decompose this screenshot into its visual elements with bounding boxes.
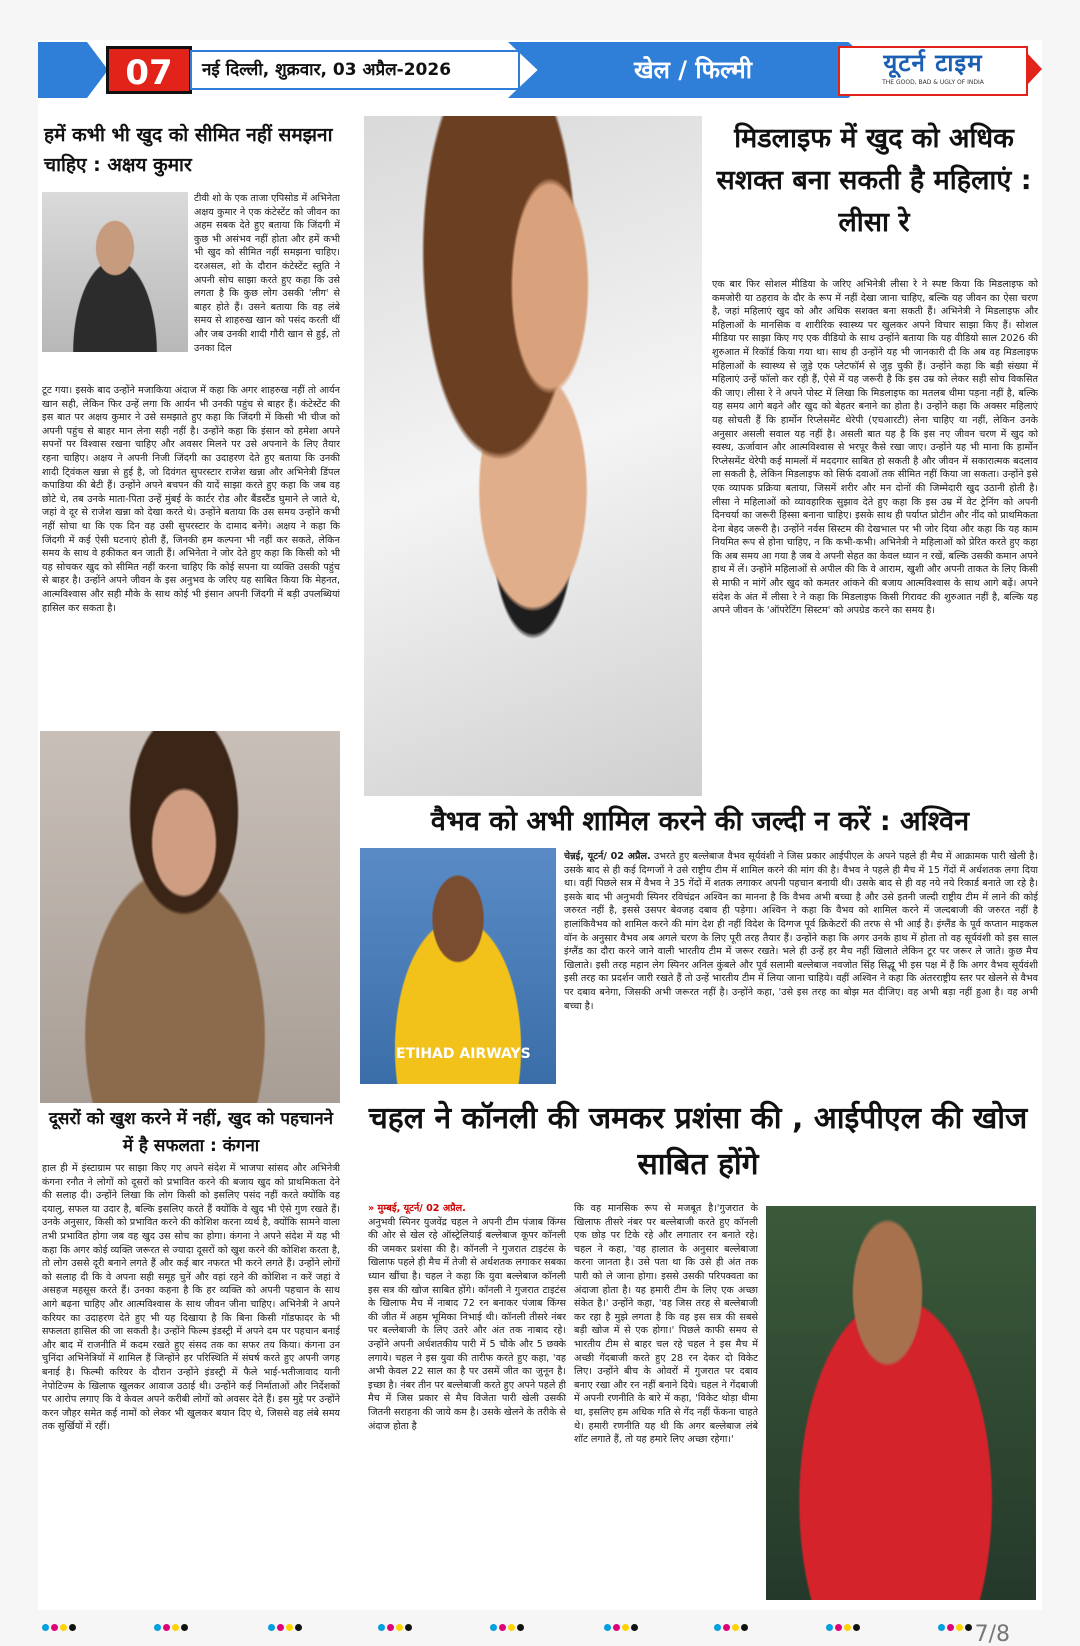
ashwin-photo [360,848,556,1084]
ashwin-headline: वैभव को अभी शामिल करने की जल्दी न करें : अश्विन [430,806,970,837]
registration-dots-8 [826,1624,862,1634]
chahal-dateline: » मुम्बई, यूटर्न/ 02 अप्रैल. [368,1203,466,1214]
dateline: नई दिल्ली, शुक्रवार, 03 अप्रैल-2026 [190,50,520,90]
registration-dots-4 [378,1624,414,1634]
chahal-headline: चहल ने कॉनली की जमकर प्रशंसा की , आईपीएल की खोज साबित होंगे [368,1101,1028,1182]
chahal-photo [766,1206,1036,1600]
akshay-body-side: टीवी शो के एक ताजा एपिसोड में अभिनेता अक्षय कुमार ने एक कंटेस्टेंट को जीवन का अहम सबक देते हुए बताया कि जिंदगी में कुछ भी असंभव नहीं होता और हमें कभी भी खुद को सीमित नहीं समझना चाहिए। दरअसल, शो के दौरान कंटेस्टेंट स्तुति ने अपनी सोच साझा करते हुए कहा कि उसे लगता है कि कुछ लोग उसकी 'लीग' से बाहर होते हैं। उसने बताया कि वह लंबे समय से शाहरुख खान को पसंद करती थीं और जब उनकी शादी गौरी खान से हुई, तो उनका दिल [194,193,340,354]
masthead-logo [838,46,1028,96]
section-title: खेल / फिल्मी [634,56,752,84]
registration-dots-7 [714,1624,750,1634]
akshay-photo [42,192,188,352]
header-band-left [38,42,108,98]
page-number: 07 [106,46,192,94]
page-indicator: 7/8 [974,1622,1010,1646]
akshay-headline: हमें कभी भी खुद को सीमित नहीं समझना चाहिए : अक्षय कुमार [44,124,333,176]
kangana-headline: दूसरों को खुश करने में नहीं, खुद को पहचानने में है सफलता : कंगना [48,1109,334,1156]
chahal-col1 [368,1202,566,1608]
lisa-headline: मिडलाइफ में खुद को अधिक सशक्त बना सकती है महिलाएं : लीसा रे [716,123,1032,238]
registration-dots-9 [938,1624,974,1634]
logo-tagline: THE GOOD, BAD & UGLY OF INDIA [882,79,984,86]
kangana-body: हाल ही में इंस्टाग्राम पर साझा किए गए अपने संदेश में भाजपा सांसद और अभिनेत्री कंगना रनौत ने लोगों को दूसरों को प्रभावित करने की बजाय खुद को प्राथमिकता देने की सलाह दी। उन्होंने लिखा कि लोग किसी को इसलिए पसंद नहीं करते क्योंकि वह दयालु, सफल या उदार है, बल्कि इसलिए करते हैं क्योंकि वे खुद भी ऐसे गुण रखते हैं। उनके अनुसार, किसी को प्रभावित करने की कोशिश करना व्यर्थ है, क्योंकि सामने वाला तभी प्रभावित होगा जब वह खुद उस सोच का होगा। कंगना ने अपने संदेश में यह भी कहा कि अगर कोई व्यक्ति जरूरत से ज्यादा दूसरों को खुश करने की कोशिश करता है, तो लोग उससे दूरी बनाने लगते हैं और कई बार नफरत भी करने लगते हैं। उन्होंने लोगों को सलाह दी कि वे अपना सही समूह चुनें और वहां रहने की कोशिश न करें जहां वे असहज महसूस करते हैं। उनका कहना है कि हर व्यक्ति को अपनी पहचान के साथ आगे बढ़ना चाहिए और आत्मविश्वास के साथ जीवन जीना चाहिए। अभिनेत्री ने अपने करियर का उदाहरण देते हुए भी यह दिखाया है कि बिना किसी गॉडफादर के भी सफलता हासिल की जा सकती है। उन्होंने फिल्म इंडस्ट्री में अपने दम पर पहचान बनाई और बाद में राजनीति में कदम रखते हुए संसद तक का सफर तय किया। कंगना उन चुनिंदा अभिनेत्रियों में शामिल हैं जिन्होंने हर परिस्थिति में संघर्ष करते हुए अपनी जगह बनाई है। फिल्मी करियर के दौरान उन्होंने इंडस्ट्री में फैले भाई-भतीजावाद यानी नेपोटिज्म के खिलाफ खुलकर आवाज उठाई थी। उन्होंने कई निर्माताओं और निर्देशकों पर आरोप लगाए कि वे केवल अपने करीबी लोगों को अवसर देते हैं। इस मुद्दे पर उन्होंने करन जौहर समेत कई नामों को लेकर भी खुलकर बयान दिए थे, जिससे वह लंबे समय तक सुर्खियों में रहीं। [42,1163,340,1433]
logo-text: यूटर्न टाइम [883,49,983,77]
ashwin-dateline: चेन्नई, यूटर्न/ 02 अप्रैल. [564,851,651,862]
registration-dots-6 [604,1624,640,1634]
ashwin-body [564,850,1038,1086]
page-header [38,40,1042,104]
ashwin-body-text: उभरते हुए बल्लेबाज वैभव सूर्यवंशी ने जिस प्रकार आईपीएल के अपने पहले ही मैच में आक्रामक पारी खेली है। उसके बाद से ही कई दिग्गजों ने उसे राष्ट्रीय टीम में शामिल करने की मांग की है। वैभव ने पहले ही मैच में 15 गेंदों में अर्धशतक लगा दिया था। वहीं पिछले सत्र में वैभव ने 35 गेंदों में शतक लगाकर अपनी पहचान बनायी थी। उसके बाद से ही वह नये नये रिकार्ड बनाते जा रहे है। इसके बाद भी अनुभवी स्पिनर रविचंद्रन अश्विन का मानना है कि वैभव अभी बच्चा है और उसे इतनी जल्दी राष्ट्रीय टीम में लाने की कोई जरुरत नहीं है, इससे उसपर बेवजह दबाव ही पड़ेगा। अश्विन ने कहा कि वैभव को शामिल करने में जल्दबाजी की जरुरत नहीं है हालांकिवैभव को शामिल करने की मांग देश ही नहीं विदेश के दिग्गज पूर्व क्रिकेटरों की तरफ से भी आई है। इंग्लैंड के पूर्व कप्तान माइकल वॉन के अनुसार वैभव अब अगले चरण के लिए पूरी तरह तैयार हैं। उन्होंने कहा कि अगर उनके हाथ में होता तो वह सूर्यवंशी को इस साल इंग्लैंड का दौरा करने जाने वाली भारतीय टीम में जरूर रखते। भले ही उन्हें हर मैच नहीं खिलाते लेकिन टूर पर जरूर ले जाते। कुछ मैच खिलाते। इसी तरह महान लेग स्पिनर अनिल कुंबले और पूर्व सलामी बल्लेबाज नवजोत सिंह सिद्धू भी इस पक्ष में हैं कि अगर वैभव सूर्यवंशी इसी तरह का प्रदर्शन जारी रखते हैं तो उन्हें भारतीय टीम में लिया जाना चाहिये। वहीं अश्विन ने कहा कि अंतरराष्ट्रीय स्तर पर खेलने से वैभव पर दबाव बनेगा, जिसकी अभी जरूरत नहीं है। उन्होंने कहा, 'उसे इस तरह का बोझ मत दीजिए। वह अभी बड़ा नहीं हुआ है। वह अभी बच्चा है। [564,851,1038,1012]
chahal-col2: कि वह मानसिक रूप से मजबूत है।'गुजरात के खिलाफ तीसरे नंबर पर बल्लेबाजी करते हुए कॉनली एक छोड़ पर टिके रहे और लगातार रन बनाते रहे। चहल ने कहा, 'वह हालात के अनुसार बल्लेबाजा करना जानता है। उसे पता था कि उसे ही अंत तक पारी को ले जाना होगा। इससे उसकी परिपक्वता का अंदाजा होता है। यह हमारी टीम के लिए एक अच्छा संकेत है।' उन्होंने कहा, 'वह जिस तरह से बल्लेबाजी कर रहा है मुझे लगता है कि वह इस सत्र की सबसे बड़ी खोज में से एक होगा।' पिछले काफी समय से भारतीय टीम से बाहर चल रहे चहल ने इस मैच में अच्छी गेंदबाजी करते हुए 28 रन देकर दो विकेट लिए। उन्होंने बीच के ओवरों में गुजरात पर दबाव बनाए रखा और रन नहीं बनाने दिये। चहल ने गेंदबाजी में अपनी रणनीति के बारे में कहा, 'विकेट थोड़ा धीमा था, इसलिए हम अधिक गति से गेंद नहीं फेंकना चाहते थे। हमारी रणनीति यह थी कि अगर बल्लेबाज लंबे शॉट लगाते हैं, तो यह हमारे लिए अच्छा रहेगा।' [574,1203,758,1446]
header-arrow [1028,54,1042,84]
registration-dots-3 [268,1624,304,1634]
registration-dots-2 [154,1624,190,1634]
chahal-col1-text: अनुभवी स्पिनर युजवेंद्र चहल ने अपनी टीम पंजाब किंग्स की ओर से खेल रहे ऑस्ट्रेलियाई बल्लेबाज कूपर कॉनली की जमकर प्रशंसा की है। कॉनली ने गुजरात टाइटंस के खिलाफ पहले ही मैच में तेजी से अर्धशतक लगाकर सबका ध्यान खींचा है। चहल ने कहा कि युवा बल्लेबाज कॉनली इस सत्र की खोज साबित होंगे। कॉनली ने गुजरात टाइटंस के खिलाफ मैच में नाबाद 72 रन बनाकर पंजाब किंग्स की जीत में अहम भूमिका निभाई थी। कॉनली तीसरे नंबर पर बल्लेबाजी के लिए उतरे और अंत तक नाबाद रहे। उन्होंने अपनी अर्धशतकीय पारी में 5 चौके और 5 छक्के लगाये। चहल ने इस युवा की तारीफ करते हुए कहा, 'वह अभी केवल 22 साल का है पर उसमें जीत का जुनून है। इच्छा है। नंबर तीन पर बल्लेबाजी करते हुए अपने पहले ही मैच में जिस प्रकार से मैच विजेता पारी खेली उसकी जितनी सराहना की जाये कम है। उसके खेलने के तरीके से अंदाज होता है [368,1216,566,1432]
lisa-body: एक बार फिर सोशल मीडिया के जरिए अभिनेत्री लीसा रे ने स्पष्ट किया कि मिडलाइफ को कमजोरी या ठहराव के दौर के रूप में नहीं देखा जाना चाहिए, बल्कि यह जीवन का ऐसा चरण है, जहां महिलाएं खुद को और अधिक सशक्त बना सकती हैं। अभिनेत्री ने मिडलाइफ और महिलाओं के मानसिक व शारीरिक स्वास्थ्य पर खुलकर अपने विचार साझा किए हैं। सोशल मीडिया पर साझा किए गए एक वीडियो के साथ उन्होंने बताया कि यह वीडियो साल 2026 की शुरुआत में रिकॉर्ड किया गया था। साथ ही उन्होंने यह भी जानकारी दी कि अब वह मिडलाइफ महिलाओं के स्वास्थ्य से जुड़े एक प्लेटफॉर्म से जुड़ चुकी हैं। उन्होंने कहा कि बड़ी संख्या में महिलाएं उन्हें फॉलो कर रही हैं, ऐसे में यह जरूरी है कि इस उम्र को लेकर सही सोच विकसित की जाए। लीसा रे ने अपने पोस्ट में लिखा कि मिडलाइफ का मतलब धीमा पड़ना नहीं है, बल्कि यह समय आगे बढ़ने और खुद को बेहतर बनाने का होता है। उन्होंने कहा कि अक्सर महिलाएं यह सोचती हैं कि हार्मोन रिप्लेसमेंट थेरेपी (एचआरटी) लेना चाहिए या नहीं, लेकिन उनके अनुसार असली सवाल यह नहीं है। असली बात यह है कि इस नए जीवन चरण में खुद को स्वस्थ, ऊर्जावान और आत्मविश्वास से भरपूर कैसे रखा जाए। उन्होंने यह भी माना कि हार्मोन रिप्लेसमेंट थेरेपी कई मामलों में मददगार साबित हो सकती है और जीवन में सकारात्मक बदलाव ला सकती है, लेकिन मिडलाइफ को सिर्फ दवाओं तक सीमित नहीं किया जा सकता। उन्होंने इसे एक व्यापक प्रक्रिया बताया, जिसमें शरीर और मन दोनों की जिम्मेदारी खुद उठानी होती है। लीसा ने महिलाओं को व्यावहारिक सुझाव देते हुए कहा कि इस उम्र में वेट ट्रेनिंग को अपनी दिनचर्या का जरूरी हिस्सा बनाना चाहिए। इसके साथ ही पर्याप्त प्रोटीन और नींद को प्राथमिकता देना बेहद जरूरी है। उन्होंने नर्वस सिस्टम की देखभाल पर भी जोर दिया और कहा कि यह काम नियमित रूप से होना चाहिए, न कि कभी-कभी। अभिनेत्री ने महिलाओं को प्रेरित करते हुए कहा कि अब समय आ गया है जब वे अपनी सेहत का केवल ध्यान न रखें, बल्कि उसकी कमान अपने हाथ में लें। उन्होंने महिलाओं से अपील की कि वे आराम, खुशी और अपनी ताकत के लिए किसी से माफी न मांगें और खुद को कमतर आंकने की बजाय आत्मविश्वास के साथ आगे बढ़ें। अपने संदेश के अंत में लीसा रे ने कहा कि मिडलाइफ किसी गिरावट की शुरुआत नहीं है, बल्कि यह अपने जीवन के 'ऑपरेटिंग सिस्टम' को अपग्रेड करने का समय है। [712,279,1038,617]
registration-dots-5 [490,1624,526,1634]
newspaper-page [38,40,1042,1610]
kangana-photo [40,731,340,1103]
registration-dots-1 [42,1624,78,1634]
ashwin-photo-caption: ETIHAD AIRWAYS [396,1046,531,1062]
lisa-photo [364,116,702,796]
akshay-body-full: टूट गया। इसके बाद उन्होंने मजाकिया अंदाज में कहा कि अगर शाहरुख नहीं तो आर्यन खान सही, लेकिन फिर उन्हें लगा कि आर्यन भी उनकी पहुंच से बाहर हैं। कंटेस्टेंट की इस बात पर अक्षय कुमार ने उसे समझाते हुए कहा कि जिंदगी में किसी भी चीज को अपनी पहुंच से बाहर मान लेना सही नहीं है। उन्होंने कहा कि इंसान को हमेशा अपने सपनों पर विश्वास रखना चाहिए और अवसर मिलने पर उसे अपनाने के लिए तैयार रहना चाहिए। अक्षय ने अपनी निजी जिंदगी का उदाहरण देते हुए बताया कि उनकी शादी टि्वंकल खन्ना से हुई है, जो दिवंगत सुपरस्टार राजेश खन्ना और अभिनेत्री डिंपल कपाडिया की बेटी हैं। उन्होंने अपने बचपन की यादें साझा करते हुए कहा कि जब वह छोटे थे, तब उनके माता-पिता उन्हें मुंबई के कार्टर रोड और बैंडस्टैंड घुमाने ले जाते थे, जहां वे दूर से राजेश खन्ना को देखा करते थे। उन्होंने बताया कि उस समय उन्होंने कभी नहीं सोचा था कि एक दिन वह उसी सुपरस्टार के दामाद बनेंगे। अक्षय ने कहा कि जिंदगी में कई ऐसी घटनाएं होती हैं, जिनकी हम कल्पना भी नहीं कर सकते, लेकिन समय के साथ वे हकीकत बन जाती हैं। अभिनेता ने जोर देते हुए कहा कि किसी को भी यह सोचकर खुद को सीमित नहीं करना चाहिए कि कोई सपना या व्यक्ति उसकी पहुंच से बाहर है। उन्होंने अपने जीवन के इस अनुभव के जरिए यह साबित किया कि मेहनत, आत्मविश्वास और सही मौके के साथ कोई भी इंसान अपनी जिंदगी में बड़ी उपलब्धियां हासिल कर सकता है। [42,385,340,614]
